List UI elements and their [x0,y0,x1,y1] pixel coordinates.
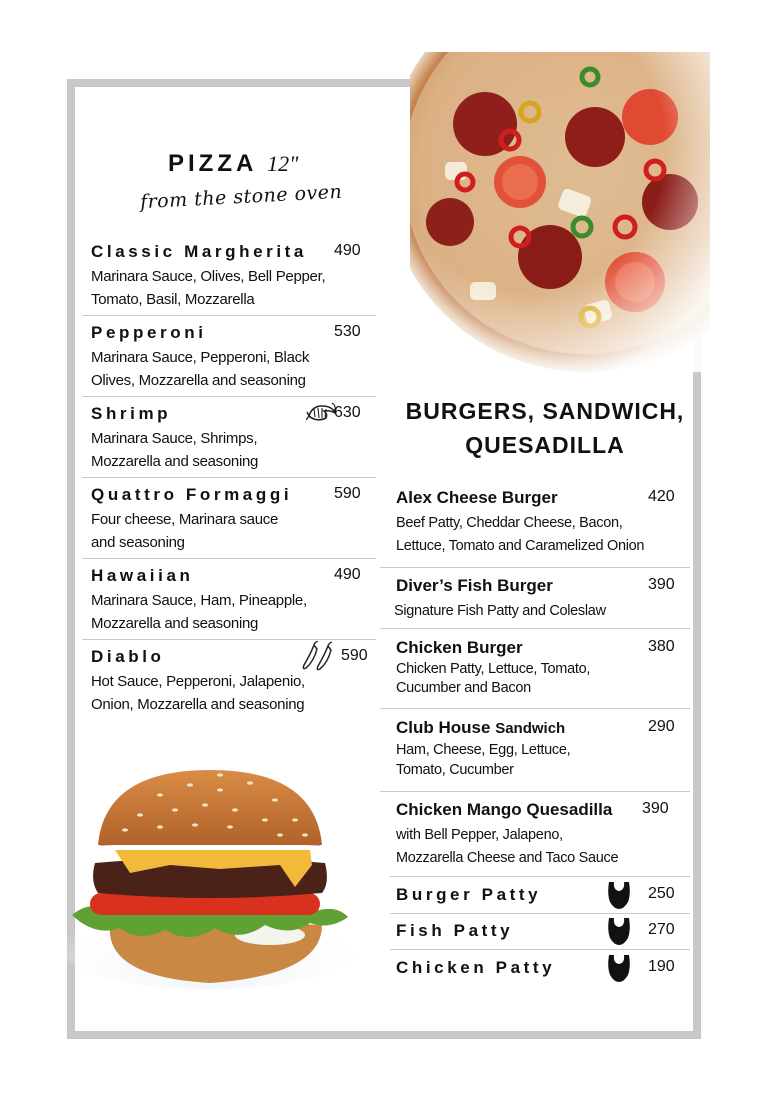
burger-item [380,638,690,709]
burger-item [380,718,690,792]
patty-item [390,913,690,950]
desc-line: Cucumber and Bacon [396,680,531,696]
burger-name-suffix: Sandwich [495,720,566,737]
pizza-subtitle: from the stone oven [139,180,343,214]
burger-item-name: Alex Cheese Burger [396,488,558,507]
burger-item-name: Diver’s Fish Burger [396,576,553,595]
desc-line: Four cheese, Marinara sauce [91,511,278,528]
burger-title-line2: QUESADILLA [465,432,625,458]
pizza-item-name: Shrimp [91,404,172,423]
burger-item-name: Chicken Mango Quesadilla [396,800,613,819]
desc-line: Hot Sauce, Pepperoni, Jalapenio, [91,673,305,690]
patty-item-price: 270 [648,921,675,938]
burger-section-title [400,394,690,462]
pizza-section-title [168,150,298,178]
pizza-item-name: Pepperoni [91,323,207,342]
desc-line: Lettuce, Tomato and Caramelized Onion [396,538,645,554]
pizza-item-name: Classic Margherita [91,242,307,261]
burger-item [380,800,690,876]
pizza-item-name: Hawaiian [91,566,194,585]
burger-item-description [396,660,666,698]
patty-item-name: Burger Patty [396,885,542,904]
burger-item-name [396,718,565,738]
pizza-item-description [91,346,341,392]
pizza-item-price: 590 [334,485,361,502]
pizza-item-price: 530 [334,323,361,340]
desc-line: Tomato, Basil, Mozzarella [91,291,255,308]
pizza-item-name: Quattro Formaggi [91,485,293,504]
burger-item-description [394,600,664,623]
desc-line: Tomato, Cucumber [396,762,514,778]
desc-line: Beef Patty, Cheddar Cheese, Bacon, [396,515,623,531]
desc-line: Marinara Sauce, Ham, Pineapple, [91,592,307,609]
burger-item-price: 390 [642,800,669,817]
bib-icon [606,953,632,988]
burger-item [380,576,690,629]
pizza-size: 12" [267,151,299,176]
desc-line: Mozzarella and seasoning [91,453,259,470]
pizza-item-description [91,265,341,311]
burger-item-description [396,512,666,558]
burger-item [380,488,690,568]
desc-line: Olives, Mozzarella and seasoning [91,372,306,389]
pizza-item-name: Diablo [91,647,165,666]
pizza-image [410,52,710,372]
desc-line: Marinara Sauce, Shrimps, [91,430,258,447]
bib-icon [606,880,632,915]
pizza-title-text: PIZZA [168,150,257,177]
burger-item-name: Chicken Burger [396,638,523,657]
pizza-item-price: 490 [334,566,361,583]
patty-item [390,876,690,914]
patty-item-price: 250 [648,885,675,902]
desc-line: Marinara Sauce, Pepperoni, Black [91,349,310,366]
burger-item-description [396,740,666,780]
pizza-item [82,485,376,559]
pizza-item [82,323,376,397]
desc-line: Mozzarella and seasoning [91,615,259,632]
pizza-item-description [91,427,341,473]
burger-item-price: 380 [648,638,675,655]
desc-line: Onion, Mozzarella and seasoning [91,696,305,713]
desc-line: Signature Fish Patty and Coleslaw [394,603,606,619]
burger-item-price: 420 [648,488,675,505]
pizza-item-description [91,670,341,716]
burger-item-price: 390 [648,576,675,593]
desc-line: with Bell Pepper, Jalapeno, [396,827,563,843]
pizza-item-description [91,508,341,554]
burger-item-price: 290 [648,718,675,735]
pizza-item-price: 590 [341,647,368,664]
patty-item-name: Chicken Patty [396,958,556,977]
burger-item-description [396,824,666,870]
bib-icon [606,916,632,951]
desc-line: Ham, Cheese, Egg, Lettuce, [396,742,571,758]
pizza-item [82,242,376,316]
burger-title-line1: BURGERS, SANDWICH, [405,398,685,424]
pizza-item [82,566,376,640]
desc-line: Mozzarella Cheese and Taco Sauce [396,850,619,866]
burger-name-main: Club House [396,718,491,737]
desc-line: Chicken Patty, Lettuce, Tomato, [396,661,591,677]
desc-line: and seasoning [91,534,185,551]
burger-image [60,765,360,990]
patty-item [390,950,690,986]
pizza-item-price: 490 [334,242,361,259]
pizza-item-price: 630 [334,404,361,421]
pizza-item [82,404,376,478]
desc-line: Marinara Sauce, Olives, Bell Pepper, [91,268,326,285]
pizza-item [82,647,376,720]
patty-item-price: 190 [648,958,675,975]
pizza-item-description [91,589,341,635]
patty-item-name: Fish Patty [396,921,514,940]
